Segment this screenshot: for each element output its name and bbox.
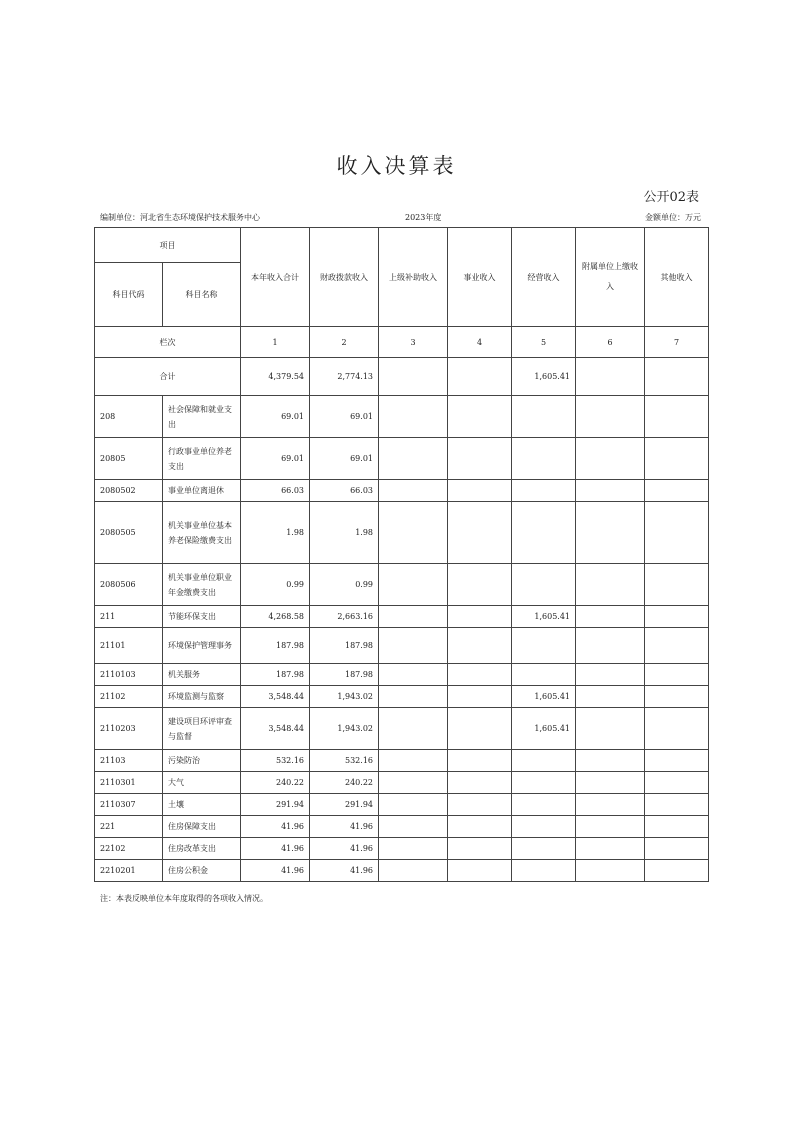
value-c3 xyxy=(379,794,448,816)
value-c6 xyxy=(576,794,645,816)
column-number: 6 xyxy=(576,327,645,358)
value-c7 xyxy=(645,480,709,502)
value-c6 xyxy=(576,708,645,750)
value-c5: 1,605.41 xyxy=(512,686,576,708)
value-c6 xyxy=(576,480,645,502)
table-row xyxy=(95,628,709,664)
table-row xyxy=(95,438,709,480)
subject-code: 221 xyxy=(95,816,163,838)
table-row xyxy=(95,686,709,708)
value-c6 xyxy=(576,502,645,564)
value-c7 xyxy=(645,838,709,860)
value-c2: 187.98 xyxy=(310,664,379,686)
header-c2: 财政拨款收入 xyxy=(310,228,379,327)
subject-code: 21101 xyxy=(95,628,163,664)
subject-code: 2110103 xyxy=(95,664,163,686)
value-c6 xyxy=(576,816,645,838)
column-number: 7 xyxy=(645,327,709,358)
column-number: 4 xyxy=(448,327,512,358)
total-row xyxy=(95,358,709,396)
value-c7 xyxy=(645,686,709,708)
value-c7 xyxy=(645,772,709,794)
value-c1: 41.96 xyxy=(241,816,310,838)
value-c7 xyxy=(645,816,709,838)
value-c1: 69.01 xyxy=(241,396,310,438)
value-c2: 66.03 xyxy=(310,480,379,502)
header-c3: 上级补助收入 xyxy=(379,228,448,327)
value-c6 xyxy=(576,686,645,708)
value-c2: 41.96 xyxy=(310,860,379,882)
value-c4 xyxy=(448,772,512,794)
subject-name: 行政事业单位养老支出 xyxy=(163,438,241,480)
subject-name: 污染防治 xyxy=(163,750,241,772)
value-c5 xyxy=(512,750,576,772)
value-c3 xyxy=(379,686,448,708)
value-c3 xyxy=(379,772,448,794)
subject-name: 环境监测与监察 xyxy=(163,686,241,708)
value-c4 xyxy=(448,664,512,686)
column-label: 栏次 xyxy=(95,327,241,358)
subject-name: 机关事业单位基本养老保险缴费支出 xyxy=(163,502,241,564)
value-c4 xyxy=(448,628,512,664)
value-c3 xyxy=(379,664,448,686)
value-c6 xyxy=(576,606,645,628)
header-c7: 其他收入 xyxy=(645,228,709,327)
value-c7 xyxy=(645,750,709,772)
table-row xyxy=(95,794,709,816)
value-c3 xyxy=(379,628,448,664)
subject-code: 22102 xyxy=(95,838,163,860)
value-c5 xyxy=(512,628,576,664)
table-row xyxy=(95,750,709,772)
income-table xyxy=(94,227,709,882)
total-label: 合计 xyxy=(95,358,241,396)
table-note: 注：本表反映单位本年度取得的各项收入情况。 xyxy=(100,894,268,903)
table-row xyxy=(95,480,709,502)
value-c4 xyxy=(448,606,512,628)
value-c6 xyxy=(576,628,645,664)
value-c2: 1,943.02 xyxy=(310,686,379,708)
value-c7 xyxy=(645,794,709,816)
form-code: 公开02表 xyxy=(643,190,699,205)
value-c7 xyxy=(645,664,709,686)
table-row xyxy=(95,860,709,882)
value-c4 xyxy=(448,816,512,838)
value-c3 xyxy=(379,816,448,838)
subject-code: 2080505 xyxy=(95,502,163,564)
value-c3 xyxy=(379,564,448,606)
value-c3 xyxy=(379,438,448,480)
total-value: 2,774.13 xyxy=(310,358,379,396)
column-number: 2 xyxy=(310,327,379,358)
header-code: 科目代码 xyxy=(95,263,163,327)
header-name: 科目名称 xyxy=(163,263,241,327)
value-c2: 532.16 xyxy=(310,750,379,772)
subject-code: 20805 xyxy=(95,438,163,480)
value-c5: 1,605.41 xyxy=(512,708,576,750)
value-c4 xyxy=(448,686,512,708)
value-c3 xyxy=(379,708,448,750)
value-c2: 41.96 xyxy=(310,816,379,838)
value-c5: 1,605.41 xyxy=(512,606,576,628)
value-c3 xyxy=(379,860,448,882)
value-c1: 0.99 xyxy=(241,564,310,606)
column-number-row xyxy=(95,327,709,358)
value-c5 xyxy=(512,502,576,564)
value-c1: 240.22 xyxy=(241,772,310,794)
value-c2: 187.98 xyxy=(310,628,379,664)
value-c4 xyxy=(448,838,512,860)
header-c6: 附属单位上缴收入 xyxy=(576,228,645,327)
value-c4 xyxy=(448,750,512,772)
header-c5: 经营收入 xyxy=(512,228,576,327)
value-c3 xyxy=(379,480,448,502)
value-c5 xyxy=(512,396,576,438)
value-c3 xyxy=(379,502,448,564)
value-c6 xyxy=(576,438,645,480)
value-c4 xyxy=(448,396,512,438)
subject-name: 土壤 xyxy=(163,794,241,816)
value-c5 xyxy=(512,772,576,794)
value-c5 xyxy=(512,794,576,816)
value-c5 xyxy=(512,564,576,606)
value-c7 xyxy=(645,564,709,606)
value-c5 xyxy=(512,664,576,686)
value-c4 xyxy=(448,794,512,816)
subject-code: 21102 xyxy=(95,686,163,708)
subject-code: 2080502 xyxy=(95,480,163,502)
amount-unit: 金额单位：万元 xyxy=(645,213,701,222)
value-c1: 187.98 xyxy=(241,628,310,664)
value-c6 xyxy=(576,772,645,794)
value-c4 xyxy=(448,708,512,750)
header-item: 项目 xyxy=(95,228,241,263)
table-row xyxy=(95,664,709,686)
header-c4: 事业收入 xyxy=(448,228,512,327)
value-c5 xyxy=(512,480,576,502)
value-c1: 291.94 xyxy=(241,794,310,816)
subject-name: 事业单位离退休 xyxy=(163,480,241,502)
table-row xyxy=(95,816,709,838)
subject-code: 2110203 xyxy=(95,708,163,750)
table-row xyxy=(95,772,709,794)
subject-name: 社会保障和就业支出 xyxy=(163,396,241,438)
reporting-unit: 编制单位：河北省生态环境保护技术服务中心 xyxy=(100,213,260,222)
value-c1: 3,548.44 xyxy=(241,708,310,750)
value-c3 xyxy=(379,750,448,772)
table-row xyxy=(95,396,709,438)
column-number: 5 xyxy=(512,327,576,358)
subject-name: 环境保护管理事务 xyxy=(163,628,241,664)
value-c6 xyxy=(576,564,645,606)
value-c1: 4,268.58 xyxy=(241,606,310,628)
value-c1: 187.98 xyxy=(241,664,310,686)
value-c2: 240.22 xyxy=(310,772,379,794)
value-c4 xyxy=(448,564,512,606)
value-c5 xyxy=(512,816,576,838)
value-c2: 1.98 xyxy=(310,502,379,564)
subject-code: 208 xyxy=(95,396,163,438)
total-value xyxy=(379,358,448,396)
value-c2: 41.96 xyxy=(310,838,379,860)
table-row xyxy=(95,502,709,564)
value-c7 xyxy=(645,860,709,882)
value-c7 xyxy=(645,396,709,438)
value-c6 xyxy=(576,750,645,772)
page-title: 收入决算表 xyxy=(336,154,457,178)
value-c1: 41.96 xyxy=(241,838,310,860)
value-c1: 66.03 xyxy=(241,480,310,502)
total-value: 1,605.41 xyxy=(512,358,576,396)
value-c4 xyxy=(448,480,512,502)
column-number: 3 xyxy=(379,327,448,358)
subject-code: 2110301 xyxy=(95,772,163,794)
total-value xyxy=(576,358,645,396)
value-c7 xyxy=(645,708,709,750)
total-value xyxy=(448,358,512,396)
value-c3 xyxy=(379,396,448,438)
subject-name: 机关服务 xyxy=(163,664,241,686)
subject-code: 2110307 xyxy=(95,794,163,816)
total-value: 4,379.54 xyxy=(241,358,310,396)
value-c1: 532.16 xyxy=(241,750,310,772)
table-row xyxy=(95,708,709,750)
value-c4 xyxy=(448,502,512,564)
value-c5 xyxy=(512,438,576,480)
subject-name: 机关事业单位职业年金缴费支出 xyxy=(163,564,241,606)
value-c7 xyxy=(645,628,709,664)
value-c2: 69.01 xyxy=(310,396,379,438)
fiscal-year: 2023年度 xyxy=(405,213,442,222)
value-c6 xyxy=(576,838,645,860)
value-c6 xyxy=(576,860,645,882)
value-c2: 2,663.16 xyxy=(310,606,379,628)
total-value xyxy=(645,358,709,396)
value-c4 xyxy=(448,438,512,480)
value-c1: 69.01 xyxy=(241,438,310,480)
value-c2: 1,943.02 xyxy=(310,708,379,750)
value-c2: 291.94 xyxy=(310,794,379,816)
subject-name: 住房改革支出 xyxy=(163,838,241,860)
value-c3 xyxy=(379,838,448,860)
value-c5 xyxy=(512,860,576,882)
value-c2: 69.01 xyxy=(310,438,379,480)
subject-name: 大气 xyxy=(163,772,241,794)
value-c7 xyxy=(645,438,709,480)
value-c4 xyxy=(448,860,512,882)
value-c1: 3,548.44 xyxy=(241,686,310,708)
header-c1: 本年收入合计 xyxy=(241,228,310,327)
subject-name: 住房保障支出 xyxy=(163,816,241,838)
table-row xyxy=(95,564,709,606)
subject-name: 建设项目环评审查与监督 xyxy=(163,708,241,750)
value-c7 xyxy=(645,502,709,564)
subject-code: 21103 xyxy=(95,750,163,772)
subject-code: 2210201 xyxy=(95,860,163,882)
value-c1: 41.96 xyxy=(241,860,310,882)
value-c3 xyxy=(379,606,448,628)
subject-name: 住房公积金 xyxy=(163,860,241,882)
value-c7 xyxy=(645,606,709,628)
value-c6 xyxy=(576,664,645,686)
subject-code: 211 xyxy=(95,606,163,628)
value-c6 xyxy=(576,396,645,438)
value-c5 xyxy=(512,838,576,860)
table-row xyxy=(95,606,709,628)
subject-name: 节能环保支出 xyxy=(163,606,241,628)
column-number: 1 xyxy=(241,327,310,358)
value-c1: 1.98 xyxy=(241,502,310,564)
table-row xyxy=(95,838,709,860)
value-c2: 0.99 xyxy=(310,564,379,606)
subject-code: 2080506 xyxy=(95,564,163,606)
